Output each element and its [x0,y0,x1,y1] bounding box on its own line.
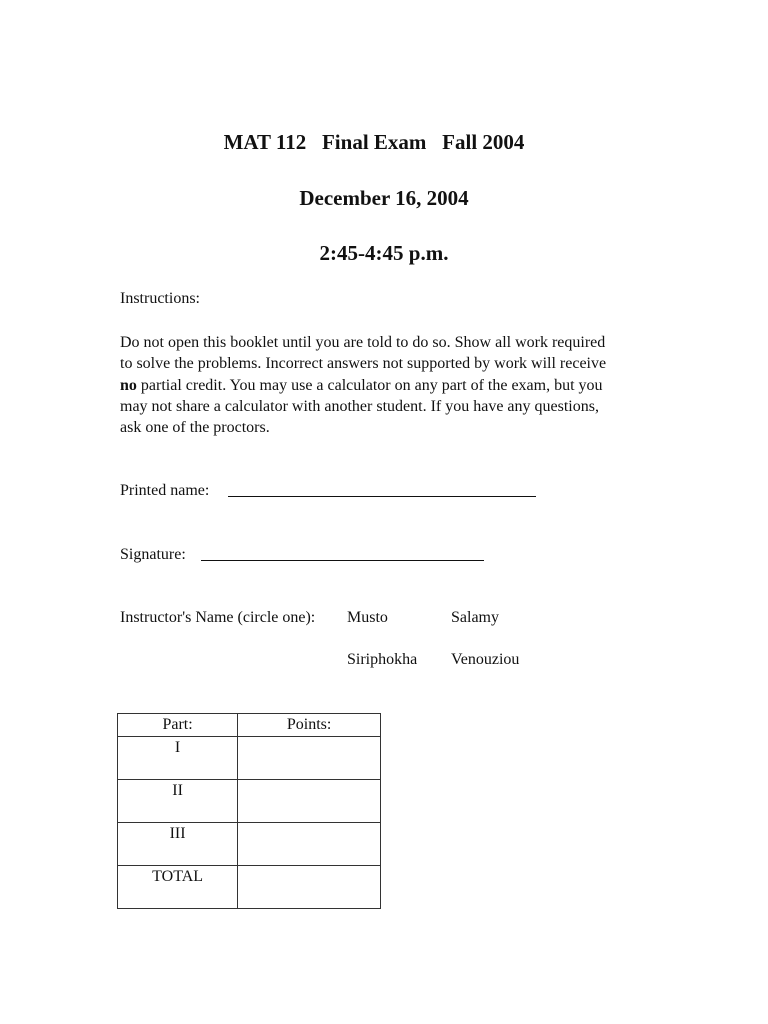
table-row [118,780,381,823]
instructions-heading: Instructions: [120,290,200,307]
points-cell[interactable] [238,823,381,866]
part-cell: III [118,823,238,866]
table-row [118,823,381,866]
instructor-option-musto[interactable]: Musto [347,609,388,626]
course-title: MAT 112 Final Exam Fall 2004 [223,130,525,154]
signature-label: Signature: [120,546,186,563]
part-cell: I [118,737,238,780]
instructions-bold-word: no [120,376,137,394]
instructions-text-part1: Do not open this booklet until you are told to do so. Show all work required to solve the problems. Incorrect answers not supported by work will receive [120,334,607,373]
points-cell[interactable] [238,737,381,780]
table-row [118,866,381,909]
instructions-text [120,332,620,438]
instructions-text-part2: partial credit. You may use a calculator on any part of the exam, but you may not share a calculator with another student. If you have any questions, ask one of the proctors. [120,376,603,437]
exam-date: December 16, 2004 [299,186,469,210]
exam-time: 2:45-4:45 p.m. [319,241,449,265]
printed-name-line[interactable] [228,496,536,497]
printed-name-label: Printed name: [120,482,210,499]
part-column-header: Part: [118,714,238,737]
instructor-option-salamy[interactable]: Salamy [451,609,499,626]
part-cell: TOTAL [118,866,238,909]
points-cell[interactable] [238,866,381,909]
instructor-option-siriphokha[interactable]: Siriphokha [347,651,418,668]
instructor-label: Instructor's Name (circle one): [120,609,316,626]
points-cell[interactable] [238,780,381,823]
part-cell: II [118,780,238,823]
score-table-header-row [118,714,381,737]
signature-line[interactable] [201,560,484,561]
points-column-header: Points: [238,714,381,737]
instructor-option-venouziou[interactable]: Venouziou [451,651,520,668]
score-table [117,713,381,909]
table-row [118,737,381,780]
